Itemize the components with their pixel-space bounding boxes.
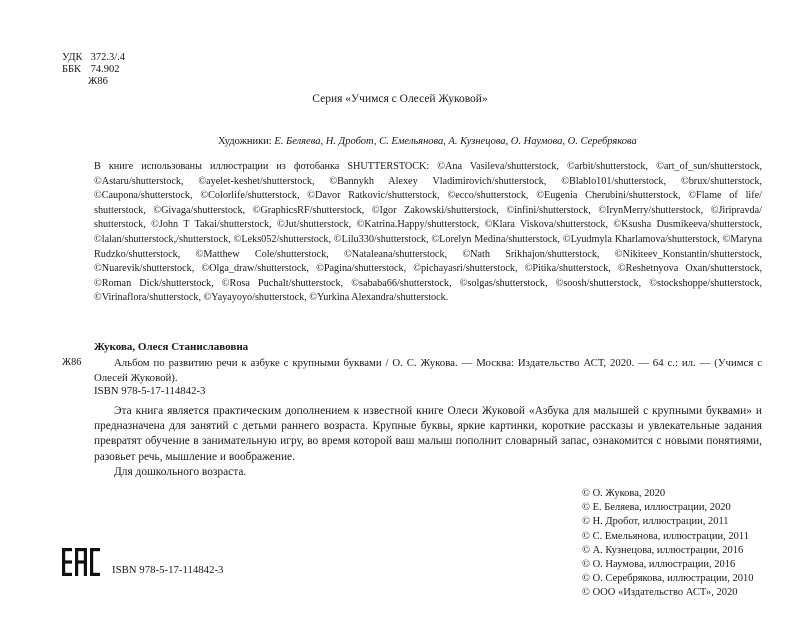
author-sign: Ж86 [88, 76, 108, 87]
audience-note: Для дошкольного возраста. [114, 465, 247, 478]
annotation-paragraph: Эта книга является практическим дополнением к известной книге Олеси Жуковой «Азбука для малышей с крупными буквами» и предназначена для занятий с детьми раннего возраста. Крупные буквы, яркие картинки, короткие рассказы и увлекательные задания превратят обучение в занимательную игру, во время которой ваш малыш пополнит словарный запас, ознакомится с новыми понятиями, разовьет речь, мышление и воображение. [94, 405, 762, 463]
bbk-label: ББК [62, 64, 82, 75]
bbk-value: 74.902 [90, 64, 120, 75]
artists-names: Е. Беляева, Н. Дробот, С. Емельянова, А. Кузнецова, О. Наумова, О. Серебрякова [274, 136, 637, 147]
copyright-line: © О. Наумова, иллюстрации, 2016 [582, 559, 736, 571]
bibliographic-entry: Альбом по развитию речи к азбуке с крупными буквами / О. С. Жукова. — Москва: Издательство АСТ, 2020. — 64 с.: ил. — (Учимся с Олесей Жуковой). [94, 357, 762, 384]
classification-block [62, 52, 125, 88]
isbn-bottom: ISBN 978-5-17-114842-3 [112, 564, 224, 576]
udk-label: УДК [62, 52, 83, 63]
eac-mark-icon [62, 548, 100, 576]
bbk-row [62, 64, 125, 76]
copyright-line: © ООО «Издательство АСТ», 2020 [582, 587, 738, 599]
copyright-line: © А. Кузнецова, иллюстрации, 2016 [582, 544, 744, 556]
artists-line [218, 136, 637, 147]
udk-row [62, 52, 125, 64]
copyright-line: © Н. Дробот, иллюстрации, 2011 [582, 516, 729, 528]
copyright-list [582, 487, 753, 601]
annotation [94, 404, 762, 480]
isbn-line: ISBN 978-5-17-114842-3 [94, 385, 206, 397]
author-name: Жукова, Олеся Станиславовна [94, 341, 249, 353]
image-credits: В книге использованы иллюстрации из фотобанка SHUTTERSTOCK: ©Ana Vasileva/shutterstock, ©arbit/shutterstock, ©art_of_sun/shutterstock, ©Astaru/shutterstock, ©ayelet-keshet/shutterstock, ©Bannykh Alexey Vladimirovich/shutterstock, ©Blablo101/shutterstock, ©brux/shutterstock, ©Caupona/shutterstock, ©Colorlife/shutterstock, ©Davor Ratkovic/shutterstock, ©ecco/shutterstock, ©Eugenia Cherubini/shutterstock, ©Flame of life/ shutterstock, ©Givaga/shutterstock, ©GraphicsRF/shutterstock, ©Igor Zakowski/shutterstock, ©infini/shutterstock, ©IrynMerry/shutterstock, ©Jiripravda/ shutterstock, ©John T Takai/shutterstock, ©Jut/shutterstock, ©Katrina.Happy/shutterstock, ©Klara Viskova/shutterstock, ©Ksusha Dusmikeeva/shutterstock, ©lalan/shutterstock,/shutterstock, ©Leks052/shutterstock, ©Lilu330/shutterstock, ©Lorelyn Medina/shutterstock, ©Lyudmyla Kharlamova/shutterstock, ©Maryna Rudzko/shutterstock, ©Matthew Cole/shutterstock, ©Nataleana/shutterstock, ©Nath Srikhajon/shutterstock, ©Nikiteev_Konstantin/shutterstock, ©Nuarevik/shutterstock, ©Olga_draw/shutterstock, ©Pagina/shutterstock, ©pichayasri/shutterstock, ©Pitika/shutterstock, ©Reshetnyova Oxan/shutterstock, ©Roman Dick/shutterstock, ©Rosa Puchalt/shutterstock, ©sababa66/shutterstock, ©solgas/shutterstock, ©soosh/shutterstock, ©stockshoppe/shutterstock, ©Virinaflora/shutterstock, ©Yayayoyo/shutterstock, ©Yurkina Alexandra/shutterstock. [94, 161, 762, 304]
artists-label: Художники: [218, 136, 272, 147]
series-title: Серия «Учимся с Олесей Жуковой» [312, 93, 488, 105]
author-sign-left: Ж86 [62, 357, 82, 368]
copyright-line: © С. Емельянова, иллюстрации, 2011 [582, 530, 749, 542]
author-sign-row [62, 76, 125, 88]
copyright-line: © О. Жукова, 2020 [582, 488, 666, 499]
copyright-line: © Е. Беляева, иллюстрации, 2020 [582, 502, 731, 514]
copyright-line: © О. Серебрякова, иллюстрации, 2010 [582, 573, 754, 585]
udk-value: 372.3/.4 [90, 52, 126, 63]
